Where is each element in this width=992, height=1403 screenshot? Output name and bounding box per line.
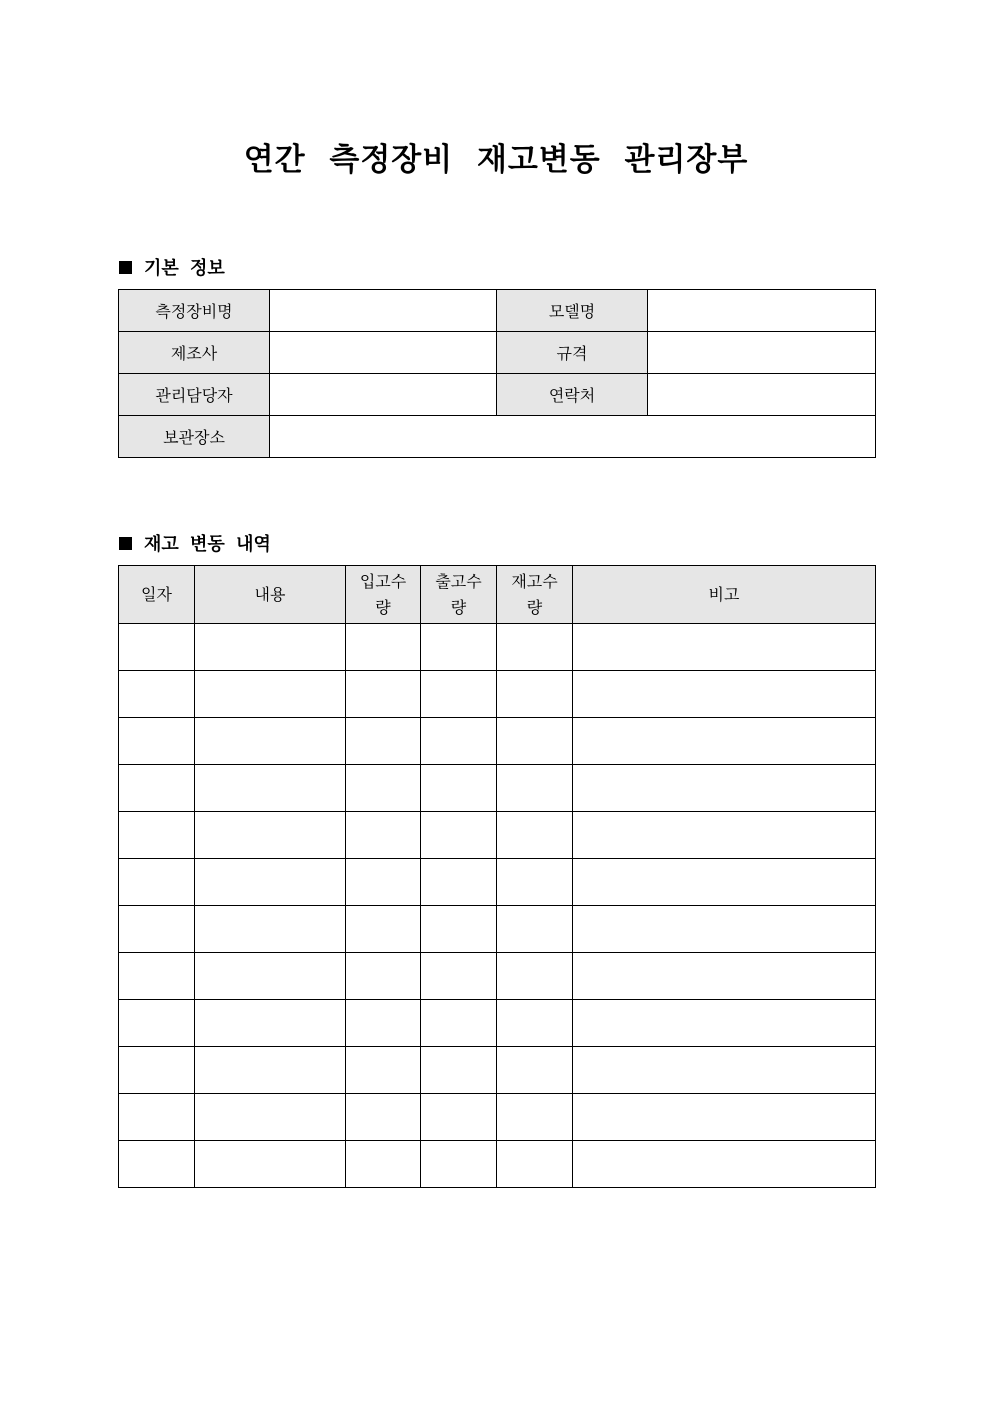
column-header-stock-qty-line1: 재고수 [511, 571, 558, 591]
out-qty-cell[interactable] [421, 1000, 497, 1047]
column-header-in-qty [346, 566, 421, 624]
table-row [119, 859, 876, 906]
date-cell[interactable] [119, 953, 195, 1000]
content-cell[interactable] [195, 859, 346, 906]
stock-qty-cell[interactable] [497, 718, 573, 765]
column-header-stock-qty-line2: 량 [526, 597, 543, 617]
in-qty-cell[interactable] [346, 812, 421, 859]
in-qty-cell[interactable] [346, 718, 421, 765]
note-cell[interactable] [573, 1094, 876, 1141]
spec-field[interactable] [648, 332, 876, 374]
date-cell[interactable] [119, 1141, 195, 1188]
document-title: 연간 측정장비 재고변동 관리장부 [243, 142, 749, 178]
contact-label: 연락처 [497, 374, 648, 416]
contact-field[interactable] [648, 374, 876, 416]
note-cell[interactable] [573, 671, 876, 718]
manager-label: 관리담당자 [119, 374, 270, 416]
note-cell[interactable] [573, 718, 876, 765]
date-cell[interactable] [119, 1094, 195, 1141]
spec-label: 규격 [497, 332, 648, 374]
out-qty-cell[interactable] [421, 859, 497, 906]
basic-info-heading [119, 254, 225, 280]
date-cell[interactable] [119, 624, 195, 671]
content-cell[interactable] [195, 624, 346, 671]
manufacturer-field[interactable] [270, 332, 497, 374]
date-cell[interactable] [119, 765, 195, 812]
stock-qty-cell[interactable] [497, 812, 573, 859]
out-qty-cell[interactable] [421, 906, 497, 953]
model-name-label: 모델명 [497, 290, 648, 332]
stock-qty-cell[interactable] [497, 859, 573, 906]
in-qty-cell[interactable] [346, 1094, 421, 1141]
out-qty-cell[interactable] [421, 671, 497, 718]
content-cell[interactable] [195, 953, 346, 1000]
info-row [119, 332, 876, 374]
content-cell[interactable] [195, 1000, 346, 1047]
in-qty-cell[interactable] [346, 1047, 421, 1094]
content-cell[interactable] [195, 812, 346, 859]
inventory-heading [119, 530, 271, 556]
note-cell[interactable] [573, 1047, 876, 1094]
table-row [119, 906, 876, 953]
stock-qty-cell[interactable] [497, 671, 573, 718]
note-cell[interactable] [573, 765, 876, 812]
out-qty-cell[interactable] [421, 1047, 497, 1094]
note-cell[interactable] [573, 624, 876, 671]
info-row [119, 290, 876, 332]
out-qty-cell[interactable] [421, 765, 497, 812]
manufacturer-label: 제조사 [119, 332, 270, 374]
stock-qty-cell[interactable] [497, 1094, 573, 1141]
column-header-note: 비고 [573, 566, 876, 624]
note-cell[interactable] [573, 953, 876, 1000]
date-cell[interactable] [119, 1047, 195, 1094]
table-row [119, 812, 876, 859]
stock-qty-cell[interactable] [497, 624, 573, 671]
table-row [119, 718, 876, 765]
in-qty-cell[interactable] [346, 906, 421, 953]
out-qty-cell[interactable] [421, 1141, 497, 1188]
in-qty-cell[interactable] [346, 953, 421, 1000]
storage-location-field[interactable] [270, 416, 876, 458]
stock-qty-cell[interactable] [497, 1000, 573, 1047]
note-cell[interactable] [573, 906, 876, 953]
date-cell[interactable] [119, 859, 195, 906]
column-header-in-qty-line2: 량 [375, 597, 391, 617]
table-row [119, 1141, 876, 1188]
content-cell[interactable] [195, 671, 346, 718]
basic-info-heading-text: 기본 정보 [144, 258, 225, 279]
content-cell[interactable] [195, 765, 346, 812]
in-qty-cell[interactable] [346, 1000, 421, 1047]
square-bullet-icon [119, 261, 132, 274]
storage-location-label: 보관장소 [119, 416, 270, 458]
info-row [119, 374, 876, 416]
column-header-content: 내용 [195, 566, 346, 624]
in-qty-cell[interactable] [346, 1141, 421, 1188]
table-row [119, 1094, 876, 1141]
basic-info-table [118, 289, 876, 458]
out-qty-cell[interactable] [421, 953, 497, 1000]
note-cell[interactable] [573, 812, 876, 859]
inventory-heading-text: 재고 변동 내역 [144, 534, 271, 555]
column-header-out-qty-line1: 출고수 [435, 571, 482, 591]
date-cell[interactable] [119, 906, 195, 953]
square-bullet-icon [119, 537, 132, 550]
out-qty-cell[interactable] [421, 718, 497, 765]
date-cell[interactable] [119, 812, 195, 859]
content-cell[interactable] [195, 718, 346, 765]
column-header-stock-qty [497, 566, 573, 624]
date-cell[interactable] [119, 671, 195, 718]
model-name-field[interactable] [648, 290, 876, 332]
note-cell[interactable] [573, 1000, 876, 1047]
stock-qty-cell[interactable] [497, 1047, 573, 1094]
stock-qty-cell[interactable] [497, 906, 573, 953]
column-header-out-qty [421, 566, 497, 624]
note-cell[interactable] [573, 1141, 876, 1188]
in-qty-cell[interactable] [346, 859, 421, 906]
content-cell[interactable] [195, 1047, 346, 1094]
note-cell[interactable] [573, 859, 876, 906]
date-cell[interactable] [119, 1000, 195, 1047]
out-qty-cell[interactable] [421, 1094, 497, 1141]
stock-qty-cell[interactable] [497, 1141, 573, 1188]
out-qty-cell[interactable] [421, 812, 497, 859]
inventory-ledger-table [118, 565, 876, 1188]
content-cell[interactable] [195, 1094, 346, 1141]
equipment-name-label: 측정장비명 [119, 290, 270, 332]
ledger-header-row [119, 566, 876, 624]
stock-qty-cell[interactable] [497, 765, 573, 812]
table-row [119, 1047, 876, 1094]
column-header-out-qty-line2: 량 [450, 597, 467, 617]
column-header-date: 일자 [119, 566, 195, 624]
table-row [119, 765, 876, 812]
equipment-name-field[interactable] [270, 290, 497, 332]
out-qty-cell[interactable] [421, 624, 497, 671]
manager-field[interactable] [270, 374, 497, 416]
in-qty-cell[interactable] [346, 765, 421, 812]
date-cell[interactable] [119, 718, 195, 765]
table-row [119, 1000, 876, 1047]
in-qty-cell[interactable] [346, 624, 421, 671]
stock-qty-cell[interactable] [497, 953, 573, 1000]
column-header-in-qty-line1: 입고수 [359, 571, 407, 591]
table-row [119, 671, 876, 718]
content-cell[interactable] [195, 906, 346, 953]
content-cell[interactable] [195, 1141, 346, 1188]
info-row [119, 416, 876, 458]
table-row [119, 953, 876, 1000]
table-row [119, 624, 876, 671]
in-qty-cell[interactable] [346, 671, 421, 718]
